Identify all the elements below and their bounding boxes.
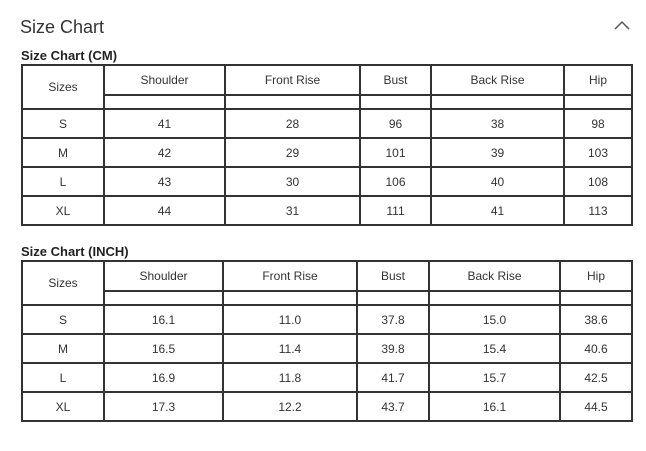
bust-cell: 96 — [360, 109, 431, 138]
bust-cell: 111 — [360, 196, 431, 225]
shoulder-cell: 16.5 — [104, 334, 223, 363]
size-cell: XL — [22, 392, 104, 421]
back-rise-cell: 39 — [431, 138, 564, 167]
shoulder-cell: 44 — [104, 196, 225, 225]
size-cell: M — [22, 138, 104, 167]
empty-cell — [564, 95, 632, 109]
back-rise-cell: 16.1 — [429, 392, 560, 421]
bust-cell: 43.7 — [357, 392, 429, 421]
back-rise-cell: 15.4 — [429, 334, 560, 363]
shoulder-cell: 16.1 — [104, 305, 223, 334]
size-cell: S — [22, 109, 104, 138]
hip-cell: 113 — [564, 196, 632, 225]
table-row — [22, 196, 632, 225]
front-rise-cell: 28 — [225, 109, 360, 138]
size-cell: M — [22, 334, 104, 363]
front-rise-cell: 11.0 — [223, 305, 357, 334]
column-header-bust: Bust — [360, 65, 431, 95]
empty-cell — [357, 291, 429, 305]
column-header-sizes: Sizes — [22, 261, 104, 305]
hip-cell: 40.6 — [560, 334, 632, 363]
back-rise-cell: 15.0 — [429, 305, 560, 334]
table-row — [22, 334, 632, 363]
size-cell: XL — [22, 196, 104, 225]
bust-cell: 37.8 — [357, 305, 429, 334]
size-cell: S — [22, 305, 104, 334]
column-header-front-rise: Front Rise — [223, 261, 357, 291]
front-rise-cell: 11.8 — [223, 363, 357, 392]
table-row — [22, 363, 632, 392]
empty-cell — [431, 95, 564, 109]
table-row — [22, 138, 632, 167]
front-rise-cell: 12.2 — [223, 392, 357, 421]
column-header-shoulder: Shoulder — [104, 65, 225, 95]
table-row — [22, 109, 632, 138]
bust-cell: 41.7 — [357, 363, 429, 392]
column-header-shoulder: Shoulder — [104, 261, 223, 291]
back-rise-cell: 41 — [431, 196, 564, 225]
hip-cell: 44.5 — [560, 392, 632, 421]
section-title-inch: Size Chart (INCH) — [21, 244, 129, 259]
bust-cell: 39.8 — [357, 334, 429, 363]
size-cell: L — [22, 167, 104, 196]
front-rise-cell: 29 — [225, 138, 360, 167]
empty-cell — [104, 291, 223, 305]
column-header-hip: Hip — [564, 65, 632, 95]
hip-cell: 108 — [564, 167, 632, 196]
empty-cell — [429, 291, 560, 305]
shoulder-cell: 41 — [104, 109, 225, 138]
shoulder-cell: 43 — [104, 167, 225, 196]
hip-cell: 103 — [564, 138, 632, 167]
column-header-front-rise: Front Rise — [225, 65, 360, 95]
column-header-back-rise: Back Rise — [429, 261, 560, 291]
table-header-row — [22, 65, 632, 95]
shoulder-cell: 42 — [104, 138, 225, 167]
bust-cell: 106 — [360, 167, 431, 196]
chevron-up-icon[interactable] — [614, 20, 630, 30]
bust-cell: 101 — [360, 138, 431, 167]
empty-cell — [360, 95, 431, 109]
back-rise-cell: 15.7 — [429, 363, 560, 392]
table-header-row — [22, 261, 632, 291]
table-subheader-row — [22, 95, 632, 109]
front-rise-cell: 11.4 — [223, 334, 357, 363]
table-row — [22, 167, 632, 196]
page-title: Size Chart — [20, 17, 105, 37]
hip-cell: 98 — [564, 109, 632, 138]
shoulder-cell: 16.9 — [104, 363, 223, 392]
empty-cell — [223, 291, 357, 305]
column-header-back-rise: Back Rise — [431, 65, 564, 95]
column-header-hip: Hip — [560, 261, 632, 291]
size-chart-header[interactable] — [0, 0, 646, 44]
front-rise-cell: 30 — [225, 167, 360, 196]
table-row — [22, 392, 632, 421]
hip-cell: 42.5 — [560, 363, 632, 392]
table-subheader-row — [22, 291, 632, 305]
section-title-cm: Size Chart (CM) — [21, 48, 118, 63]
empty-cell — [560, 291, 632, 305]
table-row — [22, 305, 632, 334]
empty-cell — [225, 95, 360, 109]
back-rise-cell: 40 — [431, 167, 564, 196]
size-table-cm — [21, 64, 633, 226]
empty-cell — [104, 95, 225, 109]
hip-cell: 38.6 — [560, 305, 632, 334]
front-rise-cell: 31 — [225, 196, 360, 225]
size-table-inch — [21, 260, 633, 422]
column-header-bust: Bust — [357, 261, 429, 291]
back-rise-cell: 38 — [431, 109, 564, 138]
shoulder-cell: 17.3 — [104, 392, 223, 421]
size-cell: L — [22, 363, 104, 392]
column-header-sizes: Sizes — [22, 65, 104, 109]
